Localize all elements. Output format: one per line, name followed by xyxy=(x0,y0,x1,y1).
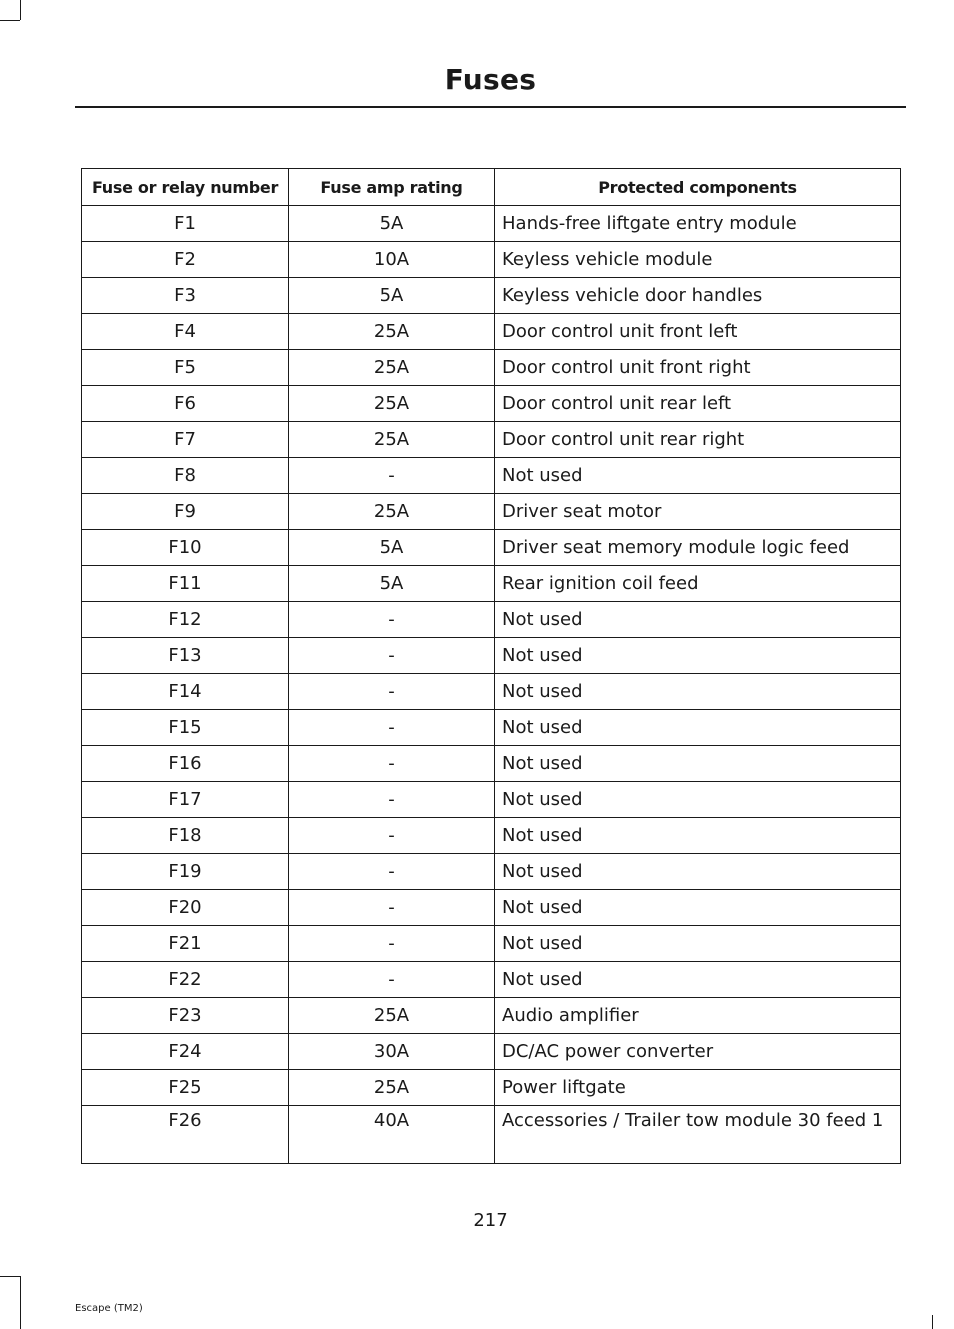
protected-component-cell: Not used xyxy=(495,602,901,638)
amp-rating-cell: 5A xyxy=(289,530,495,566)
protected-component-cell: Not used xyxy=(495,962,901,998)
amp-rating-cell: 30A xyxy=(289,1034,495,1070)
footer-model-label: Escape (TM2) xyxy=(75,1303,143,1314)
column-header-protected-components: Protected components xyxy=(495,169,901,206)
table-row xyxy=(82,422,901,458)
crop-mark-top-left-horizontal xyxy=(0,20,20,21)
table-row xyxy=(82,530,901,566)
fuse-number-cell: F21 xyxy=(82,926,289,962)
fuse-number-cell: F11 xyxy=(82,566,289,602)
table-row xyxy=(82,998,901,1034)
fuse-number-cell: F15 xyxy=(82,710,289,746)
protected-component-cell: Driver seat memory module logic feed xyxy=(495,530,901,566)
amp-rating-cell: - xyxy=(289,458,495,494)
amp-rating-cell: - xyxy=(289,890,495,926)
fuse-number-cell: F26 xyxy=(82,1106,289,1164)
fuse-number-cell: F12 xyxy=(82,602,289,638)
fuse-number-cell: F13 xyxy=(82,638,289,674)
fuse-number-cell: F22 xyxy=(82,962,289,998)
table-row xyxy=(82,782,901,818)
column-header-fuse-number: Fuse or relay number xyxy=(82,169,289,206)
page-number: 217 xyxy=(473,1210,508,1231)
amp-rating-cell: 25A xyxy=(289,350,495,386)
protected-component-cell: Keyless vehicle door handles xyxy=(495,278,901,314)
table-row xyxy=(82,818,901,854)
protected-component-cell: Driver seat motor xyxy=(495,494,901,530)
fuse-number-cell: F5 xyxy=(82,350,289,386)
protected-component-cell: Door control unit rear left xyxy=(495,386,901,422)
table-row xyxy=(82,1106,901,1164)
fuse-table-body xyxy=(82,206,901,1164)
fuse-number-cell: F3 xyxy=(82,278,289,314)
protected-component-cell: Rear ignition coil feed xyxy=(495,566,901,602)
protected-component-cell: Not used xyxy=(495,674,901,710)
table-row xyxy=(82,314,901,350)
table-row xyxy=(82,1034,901,1070)
protected-component-cell: Audio amplifier xyxy=(495,998,901,1034)
amp-rating-cell: 25A xyxy=(289,1070,495,1106)
amp-rating-cell: 25A xyxy=(289,998,495,1034)
amp-rating-cell: - xyxy=(289,710,495,746)
amp-rating-cell: - xyxy=(289,638,495,674)
amp-rating-cell: 25A xyxy=(289,422,495,458)
protected-component-cell: DC/AC power converter xyxy=(495,1034,901,1070)
fuse-number-cell: F1 xyxy=(82,206,289,242)
crop-mark-bottom-right-vertical xyxy=(932,1315,933,1329)
amp-rating-cell: - xyxy=(289,818,495,854)
protected-component-cell: Not used xyxy=(495,746,901,782)
table-row xyxy=(82,890,901,926)
amp-rating-cell: 25A xyxy=(289,494,495,530)
protected-component-cell: Not used xyxy=(495,710,901,746)
amp-rating-cell: 25A xyxy=(289,386,495,422)
fuse-number-cell: F23 xyxy=(82,998,289,1034)
table-row xyxy=(82,854,901,890)
table-row xyxy=(82,206,901,242)
fuse-number-cell: F9 xyxy=(82,494,289,530)
fuse-number-cell: F8 xyxy=(82,458,289,494)
amp-rating-cell: 5A xyxy=(289,566,495,602)
table-row xyxy=(82,602,901,638)
fuse-table xyxy=(81,168,901,1164)
amp-rating-cell: - xyxy=(289,746,495,782)
amp-rating-cell: - xyxy=(289,674,495,710)
table-row xyxy=(82,566,901,602)
amp-rating-cell: 25A xyxy=(289,314,495,350)
protected-component-cell: Door control unit front left xyxy=(495,314,901,350)
protected-component-cell: Door control unit front right xyxy=(495,350,901,386)
fuse-number-cell: F6 xyxy=(82,386,289,422)
title-divider xyxy=(75,106,906,108)
table-row xyxy=(82,458,901,494)
fuse-number-cell: F18 xyxy=(82,818,289,854)
protected-component-cell: Not used xyxy=(495,890,901,926)
table-row xyxy=(82,350,901,386)
protected-component-cell: Not used xyxy=(495,818,901,854)
fuse-number-cell: F19 xyxy=(82,854,289,890)
amp-rating-cell: 40A xyxy=(289,1106,495,1164)
table-row xyxy=(82,710,901,746)
amp-rating-cell: 5A xyxy=(289,206,495,242)
fuse-number-cell: F2 xyxy=(82,242,289,278)
fuse-number-cell: F20 xyxy=(82,890,289,926)
fuse-number-cell: F14 xyxy=(82,674,289,710)
table-row xyxy=(82,1070,901,1106)
table-row xyxy=(82,962,901,998)
protected-component-cell: Hands-free liftgate entry module xyxy=(495,206,901,242)
table-row xyxy=(82,638,901,674)
page-title: Fuses xyxy=(444,63,537,96)
amp-rating-cell: 5A xyxy=(289,278,495,314)
table-row xyxy=(82,242,901,278)
fuse-number-cell: F24 xyxy=(82,1034,289,1070)
table-header-row xyxy=(82,169,901,206)
table-row xyxy=(82,674,901,710)
protected-component-cell: Door control unit rear right xyxy=(495,422,901,458)
protected-component-cell: Not used xyxy=(495,638,901,674)
amp-rating-cell: - xyxy=(289,854,495,890)
protected-component-cell: Power liftgate xyxy=(495,1070,901,1106)
crop-mark-bottom-left-horizontal xyxy=(0,1276,20,1277)
protected-component-cell: Not used xyxy=(495,782,901,818)
protected-component-cell: Not used xyxy=(495,926,901,962)
fuse-number-cell: F16 xyxy=(82,746,289,782)
table-row xyxy=(82,746,901,782)
table-row xyxy=(82,926,901,962)
fuse-number-cell: F25 xyxy=(82,1070,289,1106)
protected-component-cell: Keyless vehicle module xyxy=(495,242,901,278)
amp-rating-cell: - xyxy=(289,602,495,638)
protected-component-cell: Accessories / Trailer tow module 30 feed 1 xyxy=(495,1106,901,1164)
column-header-amp-rating: Fuse amp rating xyxy=(289,169,495,206)
fuse-number-cell: F10 xyxy=(82,530,289,566)
fuse-number-cell: F4 xyxy=(82,314,289,350)
fuse-number-cell: F17 xyxy=(82,782,289,818)
amp-rating-cell: - xyxy=(289,782,495,818)
table-row xyxy=(82,494,901,530)
protected-component-cell: Not used xyxy=(495,854,901,890)
table-row xyxy=(82,278,901,314)
fuse-number-cell: F7 xyxy=(82,422,289,458)
crop-mark-top-left-vertical xyxy=(20,0,21,20)
amp-rating-cell: - xyxy=(289,926,495,962)
amp-rating-cell: - xyxy=(289,962,495,998)
amp-rating-cell: 10A xyxy=(289,242,495,278)
table-row xyxy=(82,386,901,422)
crop-mark-bottom-left-vertical xyxy=(20,1276,21,1329)
protected-component-cell: Not used xyxy=(495,458,901,494)
